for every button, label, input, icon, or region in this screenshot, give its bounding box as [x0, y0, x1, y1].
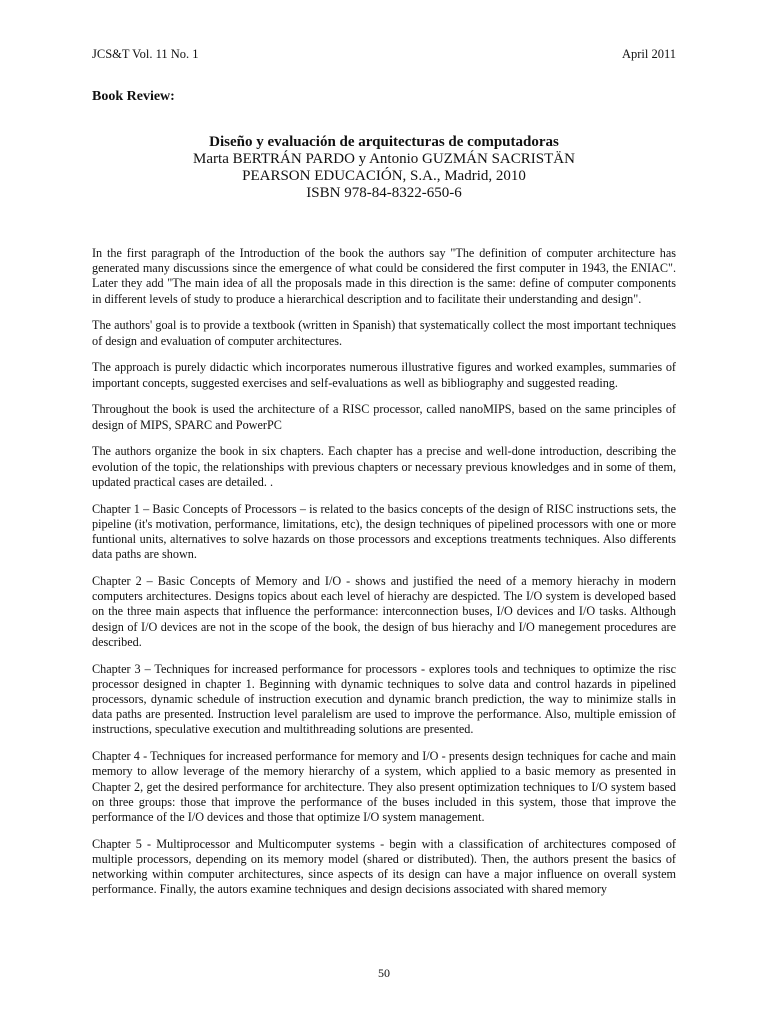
paragraph: Chapter 2 – Basic Concepts of Memory and I/O - shows and justified the need of a memory hierachy in modern computers architectures. Designs topics about each level of hierachy are despicted. The I/O system is developed based on the three main aspects that influence the performance: interconnection buses, I/O devices and I/O tasks. Although design of I/O devices are not in the scope of the book, the design of bus hierachy and I/O manegement procedures are described.	[92, 574, 676, 649]
paragraph: In the first paragraph of the Introduction of the book the authors say "The definition of computer architecture has generated many discussions since the emergence of what could be considered the first computer in 1943, the ENIAC". Later they add "The main idea of all the proposals made in this direction is the same: define of computer components in different levels of study to produce a hierarchical description and to facilitate their understanding and design".	[92, 246, 676, 306]
paragraph: Chapter 3 – Techniques for increased performance for processors - explores tools and techniques to optimize the risc processor designed in chapter 1. Beginning with dynamic techniques to solve data and control hazards in pipelined processors, dynamic schedule of instruction execution and dynamic branch prediction, the way to minimize stalls in data paths are presented. Instruction level paralelism are used to improve the performance. Also, multiple emission of instructions, speculative execution and multithreading solutions are presented.	[92, 661, 676, 737]
paragraph: Throughout the book is used the architecture of a RISC processor, called nanoMIPS, based on the same principles of design of MIPS, SPARC and PowerPC	[92, 402, 676, 432]
book-title: Diseño y evaluación de arquitecturas de computadoras	[209, 134, 559, 150]
journal-header: JCS&T Vol. 11 No. 1	[92, 47, 199, 61]
paragraph: The authors' goal is to provide a textbook (written in Spanish) that systematically collect the most important techniques of design and evaluation of computer architectures.	[92, 318, 676, 348]
issue-date: April 2011	[621, 47, 676, 61]
paragraph: Chapter 5 - Multiprocessor and Multicomputer systems - begin with a classification of architectures composed of multiple processors, depending on its memory model (shared or distributed). Then, the authors present the basics of networking within computer architectures, since aspects of its design can have a major influence on overall system performance. Finally, the autors examine techniques and design decisions associated with shared memory	[92, 836, 676, 897]
paragraph: The authors organize the book in six chapters. Each chapter has a precise and well-done introduction, describing the evolution of the topic, the relationships with previous chapters or necessary previous knowledges and in some of them, updated practical cases are detailed. .	[92, 444, 676, 489]
review-body	[92, 246, 676, 909]
page-number: 50	[378, 966, 390, 980]
book-info	[92, 134, 676, 202]
section-label: Book Review:	[92, 89, 175, 104]
paragraph: The approach is purely didactic which incorporates numerous illustrative figures and worked examples, summaries of important concepts, suggested exercises and self-evaluations as well as bibliography and suggested reading.	[92, 360, 676, 390]
paragraph: Chapter 4 - Techniques for increased performance for memory and I/O - presents design techniques for cache and main memory to allow leverage of the memory hierarchy of a system, which applied to a basic memory as presented in Chapter 2, get the desired performance for architecture. They also present optimization techniques to I/O system based on three groups: those that improve the performance of the buses included in this system, those that improve the performance of the I/O devices and those that optimize I/O system management.	[92, 749, 676, 825]
book-isbn: ISBN 978-84-8322-650-6	[306, 185, 462, 201]
book-publisher: PEARSON EDUCACIÓN, S.A., Madrid, 2010	[242, 168, 526, 184]
book-authors: Marta BERTRÁN PARDO y Antonio GUZMÁN SACRISTÄN	[193, 151, 575, 167]
paragraph: Chapter 1 – Basic Concepts of Processors – is related to the basics concepts of the design of RISC instructions sets, the pipeline (it's motivation, performance, limitations, etc), the design techniques of pipelined processors with one or more funtional units, alternatives to solve hazards on those processors and exceptions treatments techniques. Also differents data paths are shown.	[92, 501, 676, 562]
